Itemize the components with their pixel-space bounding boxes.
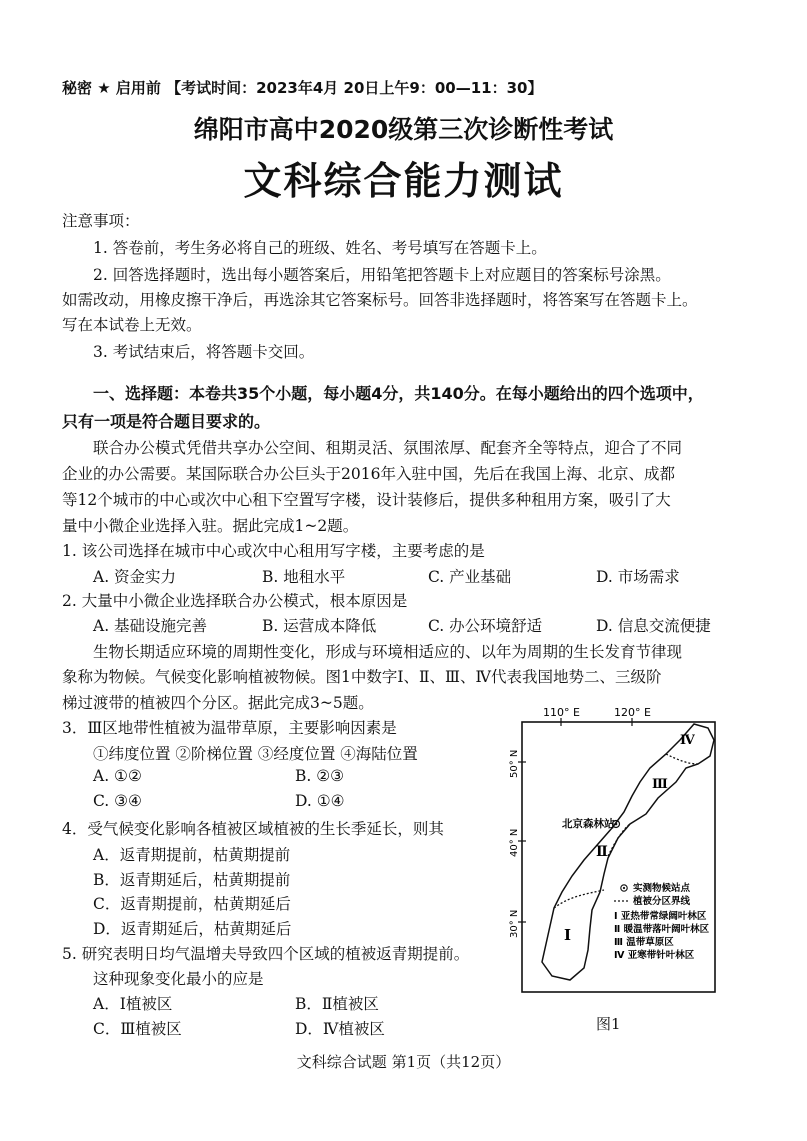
- notes-heading: 注意事项：: [62, 212, 140, 230]
- passage-line: 量中小微企业选择入驻。据此完成1~2题。: [62, 517, 359, 535]
- note-item: 3. 考试结束后，将答题卡交回。: [93, 343, 315, 361]
- question-factors: ①纬度位置 ②阶梯位置 ③经度位置 ④海陆位置: [93, 745, 418, 763]
- option: A．返青期提前，枯黄期提前: [93, 846, 291, 864]
- question-stem: 3．Ⅲ区地带性植被为温带草原，主要影响因素是: [62, 719, 397, 737]
- region-label: Ⅲ: [652, 777, 668, 792]
- passage-line: 企业的办公需要。某国际联合办公巨头于2016年入驻中国，先后在我国上海、北京、成都: [62, 465, 675, 483]
- option: C．Ⅲ植被区: [93, 1020, 182, 1038]
- lat-label: 40° N: [509, 828, 520, 857]
- legend-item: Ⅱ 暖温带落叶阔叶林区: [614, 924, 710, 935]
- question-stem: 1. 该公司选择在城市中心或次中心租用写字楼，主要考虑的是: [62, 542, 485, 560]
- figure-caption: 图1: [596, 1015, 621, 1033]
- region-label: Ⅳ: [680, 733, 695, 748]
- legend-item: Ⅳ 亚寒带针叶林区: [614, 950, 695, 961]
- option: A. ①②: [93, 767, 142, 785]
- passage-line: 联合办公模式凭借共享办公空间、租期灵活、氛围浓厚、配套齐全等特点，迎合了不同: [93, 439, 683, 457]
- legend-item: 实测物候站点: [633, 883, 691, 894]
- passage-line: 梯过渡带的植被四个分区。据此完成3~5题。: [62, 694, 374, 712]
- option: D．返青期延后，枯黄期延后: [93, 920, 292, 938]
- note-item: 2. 回答选择题时，选出每小题答案后，用铅笔把答题卡上对应题目的答案标号涂黑。: [93, 266, 671, 284]
- lat-label: 50° N: [509, 749, 520, 778]
- option: C．返青期提前，枯黄期延后: [93, 895, 291, 913]
- lat-label: 30° N: [509, 909, 520, 938]
- legend-item: 植被分区界线: [633, 896, 691, 907]
- option: B．Ⅱ植被区: [295, 995, 379, 1013]
- note-item: 如需改动，用橡皮擦干净后，再选涂其它答案标号。回答非选择题时，将答案写在答题卡上。: [62, 291, 698, 309]
- section-heading: 只有一项是符合题目要求的。: [62, 412, 271, 431]
- exam-title: 绵阳市高中2020级第三次诊断性考试: [193, 115, 614, 144]
- legend-item: Ⅲ 温带草原区: [614, 937, 674, 948]
- question-stem: 这种现象变化最小的应是: [93, 970, 264, 988]
- option: C. 产业基础: [428, 568, 512, 586]
- section-heading: 一、选择题：本卷共35个小题，每小题4分，共140分。在每小题给出的四个选项中，: [93, 384, 704, 403]
- option: A. 基础设施完善: [93, 617, 208, 635]
- option: D. 市场需求: [596, 568, 680, 586]
- note-item: 1. 答卷前，考生务必将自己的班级、姓名、考号填写在答题卡上。: [93, 239, 547, 257]
- exam-header-line: 秘密 ★ 启用前 【考试时间：2023年4月 20日上午9：00—11：30】: [62, 79, 543, 97]
- option: B. 运营成本降低: [262, 617, 377, 635]
- option: B. ②③: [295, 767, 345, 785]
- station-label: 北京森林站: [562, 818, 615, 830]
- lon-label: 120° E: [614, 706, 651, 719]
- exam-subtitle: 文科综合能力测试: [243, 159, 564, 203]
- question-stem: 2. 大量中小微企业选择联合办公模式，根本原因是: [62, 592, 408, 610]
- option: A．Ⅰ植被区: [93, 995, 173, 1013]
- option: C. 办公环境舒适: [428, 617, 543, 635]
- question-stem: 4．受气候变化影响各植被区域植被的生长季延长，则其: [62, 820, 444, 838]
- option: B．返青期延后，枯黄期提前: [93, 871, 291, 889]
- station-marker-dot: [615, 823, 618, 826]
- option: A. 资金实力: [93, 568, 177, 586]
- legend-item: Ⅰ 亚热带常绿阔叶林区: [614, 911, 707, 922]
- passage-line: 象称为物候。气候变化影响植被物候。图1中数字Ⅰ、Ⅱ、Ⅲ、Ⅳ代表我国地势二、三级阶: [62, 668, 662, 686]
- region-label: Ⅱ: [596, 844, 608, 860]
- passage-line: 等12个城市的中心或次中心租下空置写字楼，设计装修后，提供多种租用方案，吸引了大: [62, 491, 671, 509]
- note-item: 写在本试卷上无效。: [62, 316, 202, 334]
- option: D. ①④: [295, 792, 345, 810]
- region-label: Ⅰ: [564, 926, 572, 944]
- lon-label: 110° E: [543, 706, 580, 719]
- passage-line: 生物长期适应环境的周期性变化，形成与环境相适应的、以年为周期的生长发育节律现: [93, 643, 683, 661]
- legend-station-dot: [623, 887, 625, 889]
- option: C. ③④: [93, 792, 142, 810]
- vegetation-zone-map: [508, 706, 723, 1006]
- question-stem: 5. 研究表明日均气温增夫导致四个区域的植被返青期提前。: [62, 945, 470, 963]
- option: D. 信息交流便捷: [596, 617, 711, 635]
- option: D．Ⅳ植被区: [295, 1020, 385, 1038]
- page-footer: 文科综合试题 第1页（共12页）: [296, 1053, 511, 1071]
- option: B. 地租水平: [262, 568, 346, 586]
